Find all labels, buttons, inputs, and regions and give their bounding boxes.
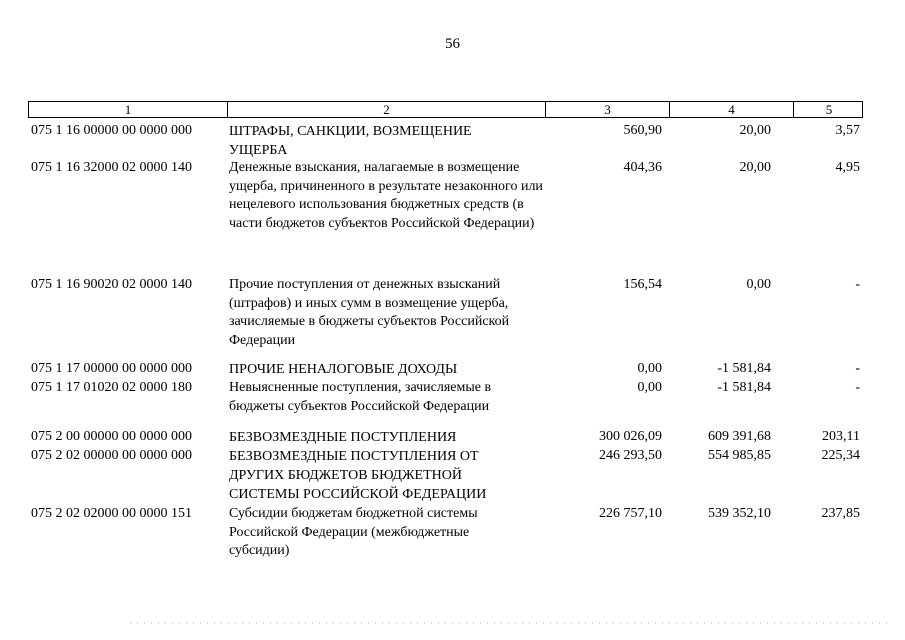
row-value-4: 554 985,85 (708, 448, 771, 463)
table-header (28, 101, 863, 118)
row-code: 075 1 16 90020 02 0000 140 (31, 277, 192, 292)
row-code: 075 1 17 00000 00 0000 000 (31, 361, 192, 376)
row-value-3: 226 757,10 (599, 506, 662, 521)
row-value-5: - (855, 380, 860, 395)
row-name: Невыясненные поступления, зачисляемые в бюджеты субъектов Российской Федерации (229, 380, 492, 414)
row-value-5: 225,34 (821, 448, 860, 463)
row-name: ПРОЧИЕ НЕНАЛОГОВЫЕ ДОХОДЫ (229, 362, 458, 377)
row-name: ШТРАФЫ, САНКЦИИ, ВОЗМЕЩЕНИЕ УЩЕРБА (229, 124, 472, 158)
row-name: Субсидии бюджетам бюджетной системы Российской Федерации (межбюджетные субсидии) (229, 506, 478, 558)
row-value-4: -1 581,84 (717, 380, 771, 395)
row-code: 075 2 00 00000 00 0000 000 (31, 429, 192, 444)
row-code: 075 2 02 02000 00 0000 151 (31, 506, 192, 521)
header-col-2: 2 (227, 102, 545, 117)
row-value-4: 609 391,68 (708, 429, 771, 444)
row-value-3: 300 026,09 (599, 429, 662, 444)
row-value-3: 246 293,50 (599, 448, 662, 463)
header-col-1: 1 (124, 102, 132, 117)
row-value-5: - (855, 277, 860, 292)
row-name: Денежные взыскания, налагаемые в возмещение ущерба, причиненного в результате незаконного или нецелевого использования бюджетных средств (в части бюджетов субъектов Российской Федерации) (229, 160, 543, 231)
row-value-3: 560,90 (623, 123, 662, 138)
row-code: 075 2 02 00000 00 0000 000 (31, 448, 192, 463)
row-value-5: 203,11 (822, 429, 860, 444)
row-value-5: 3,57 (835, 123, 860, 138)
row-name: Прочие поступления от денежных взысканий (штрафов) и иных сумм в возмещение ущерба, зачисляемые в бюджеты субъектов Российской Федерации (229, 277, 510, 348)
row-value-5: 237,85 (821, 506, 860, 521)
row-value-5: 4,95 (835, 160, 860, 175)
row-value-3: 0,00 (637, 361, 662, 376)
row-value-4: 0,00 (746, 277, 771, 292)
row-value-3: 156,54 (623, 277, 662, 292)
row-value-4: 20,00 (739, 123, 771, 138)
row-name: БЕЗВОЗМЕЗДНЫЕ ПОСТУПЛЕНИЯ ОТ ДРУГИХ БЮДЖЕТОВ БЮДЖЕТНОЙ СИСТЕМЫ РОССИЙСКОЙ ФЕДЕРАЦИИ (229, 449, 487, 502)
row-code: 075 1 16 00000 00 0000 000 (31, 123, 192, 138)
row-code: 075 1 17 01020 02 0000 180 (31, 380, 192, 395)
scan-noise-line (130, 622, 890, 624)
row-value-3: 404,36 (623, 160, 662, 175)
page-number: 56 (445, 36, 460, 52)
header-col-3: 3 (545, 102, 669, 117)
row-name: БЕЗВОЗМЕЗДНЫЕ ПОСТУПЛЕНИЯ (229, 430, 457, 445)
row-value-4: 539 352,10 (708, 506, 771, 521)
row-value-3: 0,00 (637, 380, 662, 395)
header-col-4: 4 (669, 102, 793, 117)
row-value-4: -1 581,84 (717, 361, 771, 376)
row-value-5: - (855, 361, 860, 376)
row-code: 075 1 16 32000 02 0000 140 (31, 160, 192, 175)
row-value-4: 20,00 (739, 160, 771, 175)
header-col-5: 5 (793, 102, 864, 117)
